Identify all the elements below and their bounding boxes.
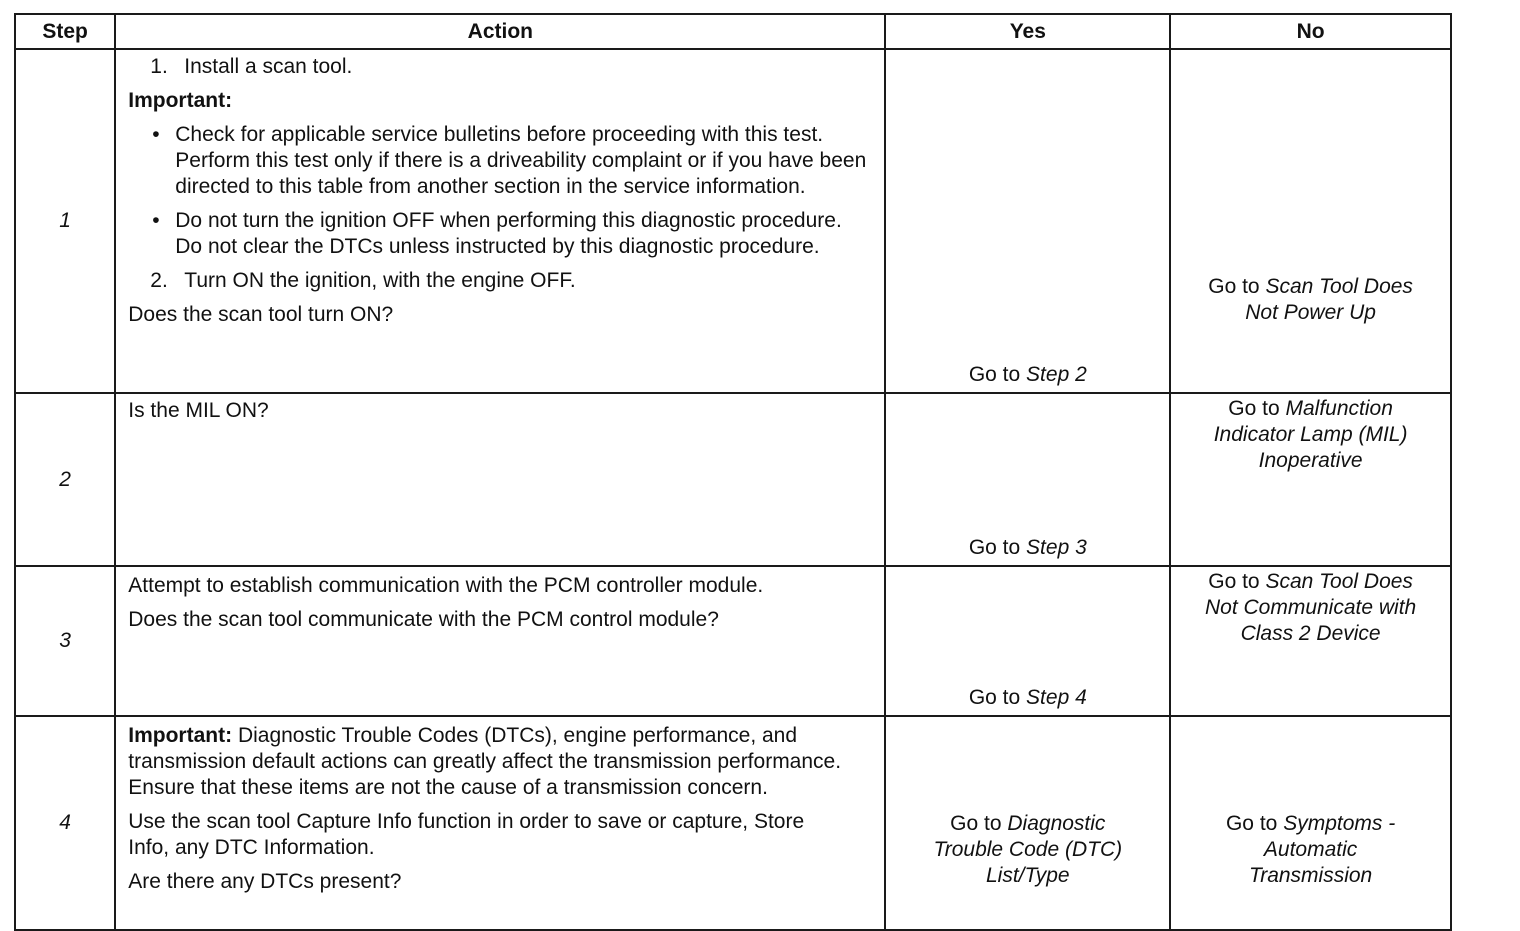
goto-link-scan-tool-power[interactable]: Scan Tool Does — [1265, 275, 1413, 298]
table-row — [15, 393, 1451, 566]
goto-prefix: Go to — [1225, 812, 1278, 835]
goto-link-dtc-list[interactable]: Diagnostic — [1007, 812, 1106, 835]
action-cell — [115, 716, 885, 930]
yes-goto — [886, 535, 1169, 561]
goto-prefix: Go to — [1228, 397, 1280, 420]
goto-prefix: Go to — [950, 812, 1002, 835]
goto-link-step-2[interactable]: Step 2 — [1026, 363, 1087, 386]
bullet-list — [128, 122, 872, 260]
yes-goto — [886, 362, 1169, 388]
no-goto — [1181, 811, 1440, 889]
action-cell — [115, 49, 885, 393]
yes-cell — [885, 566, 1170, 716]
yes-cell — [885, 716, 1170, 930]
list-item: • Do not turn the ignition OFF when performing this diagnostic procedure. Do not clear the DTCs unless instructed by this diagnostic procedure. — [128, 208, 872, 260]
no-cell — [1170, 716, 1451, 930]
no-cell — [1170, 49, 1451, 393]
goto-prefix: Go to — [1208, 570, 1260, 593]
goto-prefix: Go to — [968, 686, 1021, 709]
header-row — [15, 14, 1451, 49]
yes-cell — [885, 49, 1170, 393]
yes-goto — [896, 811, 1159, 889]
no-cell — [1170, 393, 1451, 566]
goto-link-mil-line3[interactable]: Inoperative — [1258, 449, 1363, 472]
table-row — [15, 49, 1451, 393]
action-paragraph: Attempt to establish communication with the PCM controller module. — [128, 574, 764, 597]
yes-cell — [885, 393, 1170, 566]
goto-link-mil-line2[interactable]: Indicator Lamp (MIL) — [1213, 423, 1408, 446]
table-row — [15, 716, 1451, 930]
item-text: Turn ON the ignition, with the engine OFF. — [184, 269, 576, 292]
goto-link-symptoms-line2[interactable]: Automatic — [1263, 838, 1358, 861]
step-number: 4 — [15, 716, 115, 930]
item-number: 2. — [150, 269, 168, 292]
question-text: Does the scan tool communicate with the PCM control module? — [128, 608, 719, 631]
goto-link-step-4[interactable]: Step 4 — [1026, 686, 1087, 709]
list-item: • Check for applicable service bulletins before proceeding with this test. Perform this test only if there is a driveability complaint or if you have been directed to this table from another section in the service information. — [128, 122, 872, 200]
numbered-item — [128, 54, 872, 80]
goto-link-dtc-list-line3[interactable]: List/Type — [985, 864, 1070, 887]
question-text: Does the scan tool turn ON? — [128, 303, 394, 326]
numbered-item — [128, 268, 872, 294]
action-cell — [115, 566, 885, 716]
goto-link-class2-line2[interactable]: Not Communicate with — [1204, 596, 1417, 619]
goto-link-mil[interactable]: Malfunction — [1285, 397, 1393, 420]
goto-link-class2-line3[interactable]: Class 2 Device — [1240, 622, 1381, 645]
header-step: Step — [15, 14, 115, 49]
step-number: 2 — [15, 393, 115, 566]
yes-goto — [886, 685, 1169, 711]
goto-link-step-3[interactable]: Step 3 — [1026, 536, 1087, 559]
step-number: 1 — [15, 49, 115, 393]
item-text: Install a scan tool. — [184, 55, 353, 78]
goto-link-symptoms-line3[interactable]: Transmission — [1248, 864, 1373, 887]
goto-prefix: Go to — [1208, 275, 1260, 298]
no-goto — [1171, 567, 1450, 647]
goto-link-class2[interactable]: Scan Tool Does — [1265, 570, 1413, 593]
header-no: No — [1170, 14, 1451, 49]
important-paragraph — [128, 723, 858, 801]
goto-link-symptoms[interactable]: Symptoms - — [1283, 812, 1396, 835]
important-label: Important: — [128, 89, 233, 112]
header-yes: Yes — [885, 14, 1170, 49]
no-goto — [1171, 394, 1450, 474]
goto-link-scan-tool-power-line2[interactable]: Not Power Up — [1245, 301, 1376, 324]
no-goto — [1181, 274, 1440, 326]
no-cell — [1170, 566, 1451, 716]
item-number: 1. — [150, 55, 168, 78]
header-action: Action — [115, 14, 885, 49]
step-number: 3 — [15, 566, 115, 716]
table-row — [15, 566, 1451, 716]
action-paragraph: Use the scan tool Capture Info function in order to save or capture, Store Info, any DTC Information. — [128, 810, 805, 859]
diagnostic-table — [14, 13, 1452, 931]
important-text: Diagnostic Trouble Codes (DTCs), engine performance, and transmission default actions can greatly affect the transmission performance. Ensure that these items are not the cause of a transmission concern. — [128, 724, 842, 799]
question-text: Are there any DTCs present? — [128, 870, 402, 893]
goto-prefix: Go to — [968, 363, 1021, 386]
important-label: Important: — [128, 724, 233, 747]
question-text: Is the MIL ON? — [128, 399, 269, 422]
action-cell — [115, 393, 885, 566]
goto-prefix: Go to — [968, 536, 1021, 559]
goto-link-dtc-list-line2[interactable]: Trouble Code (DTC) — [933, 838, 1123, 861]
